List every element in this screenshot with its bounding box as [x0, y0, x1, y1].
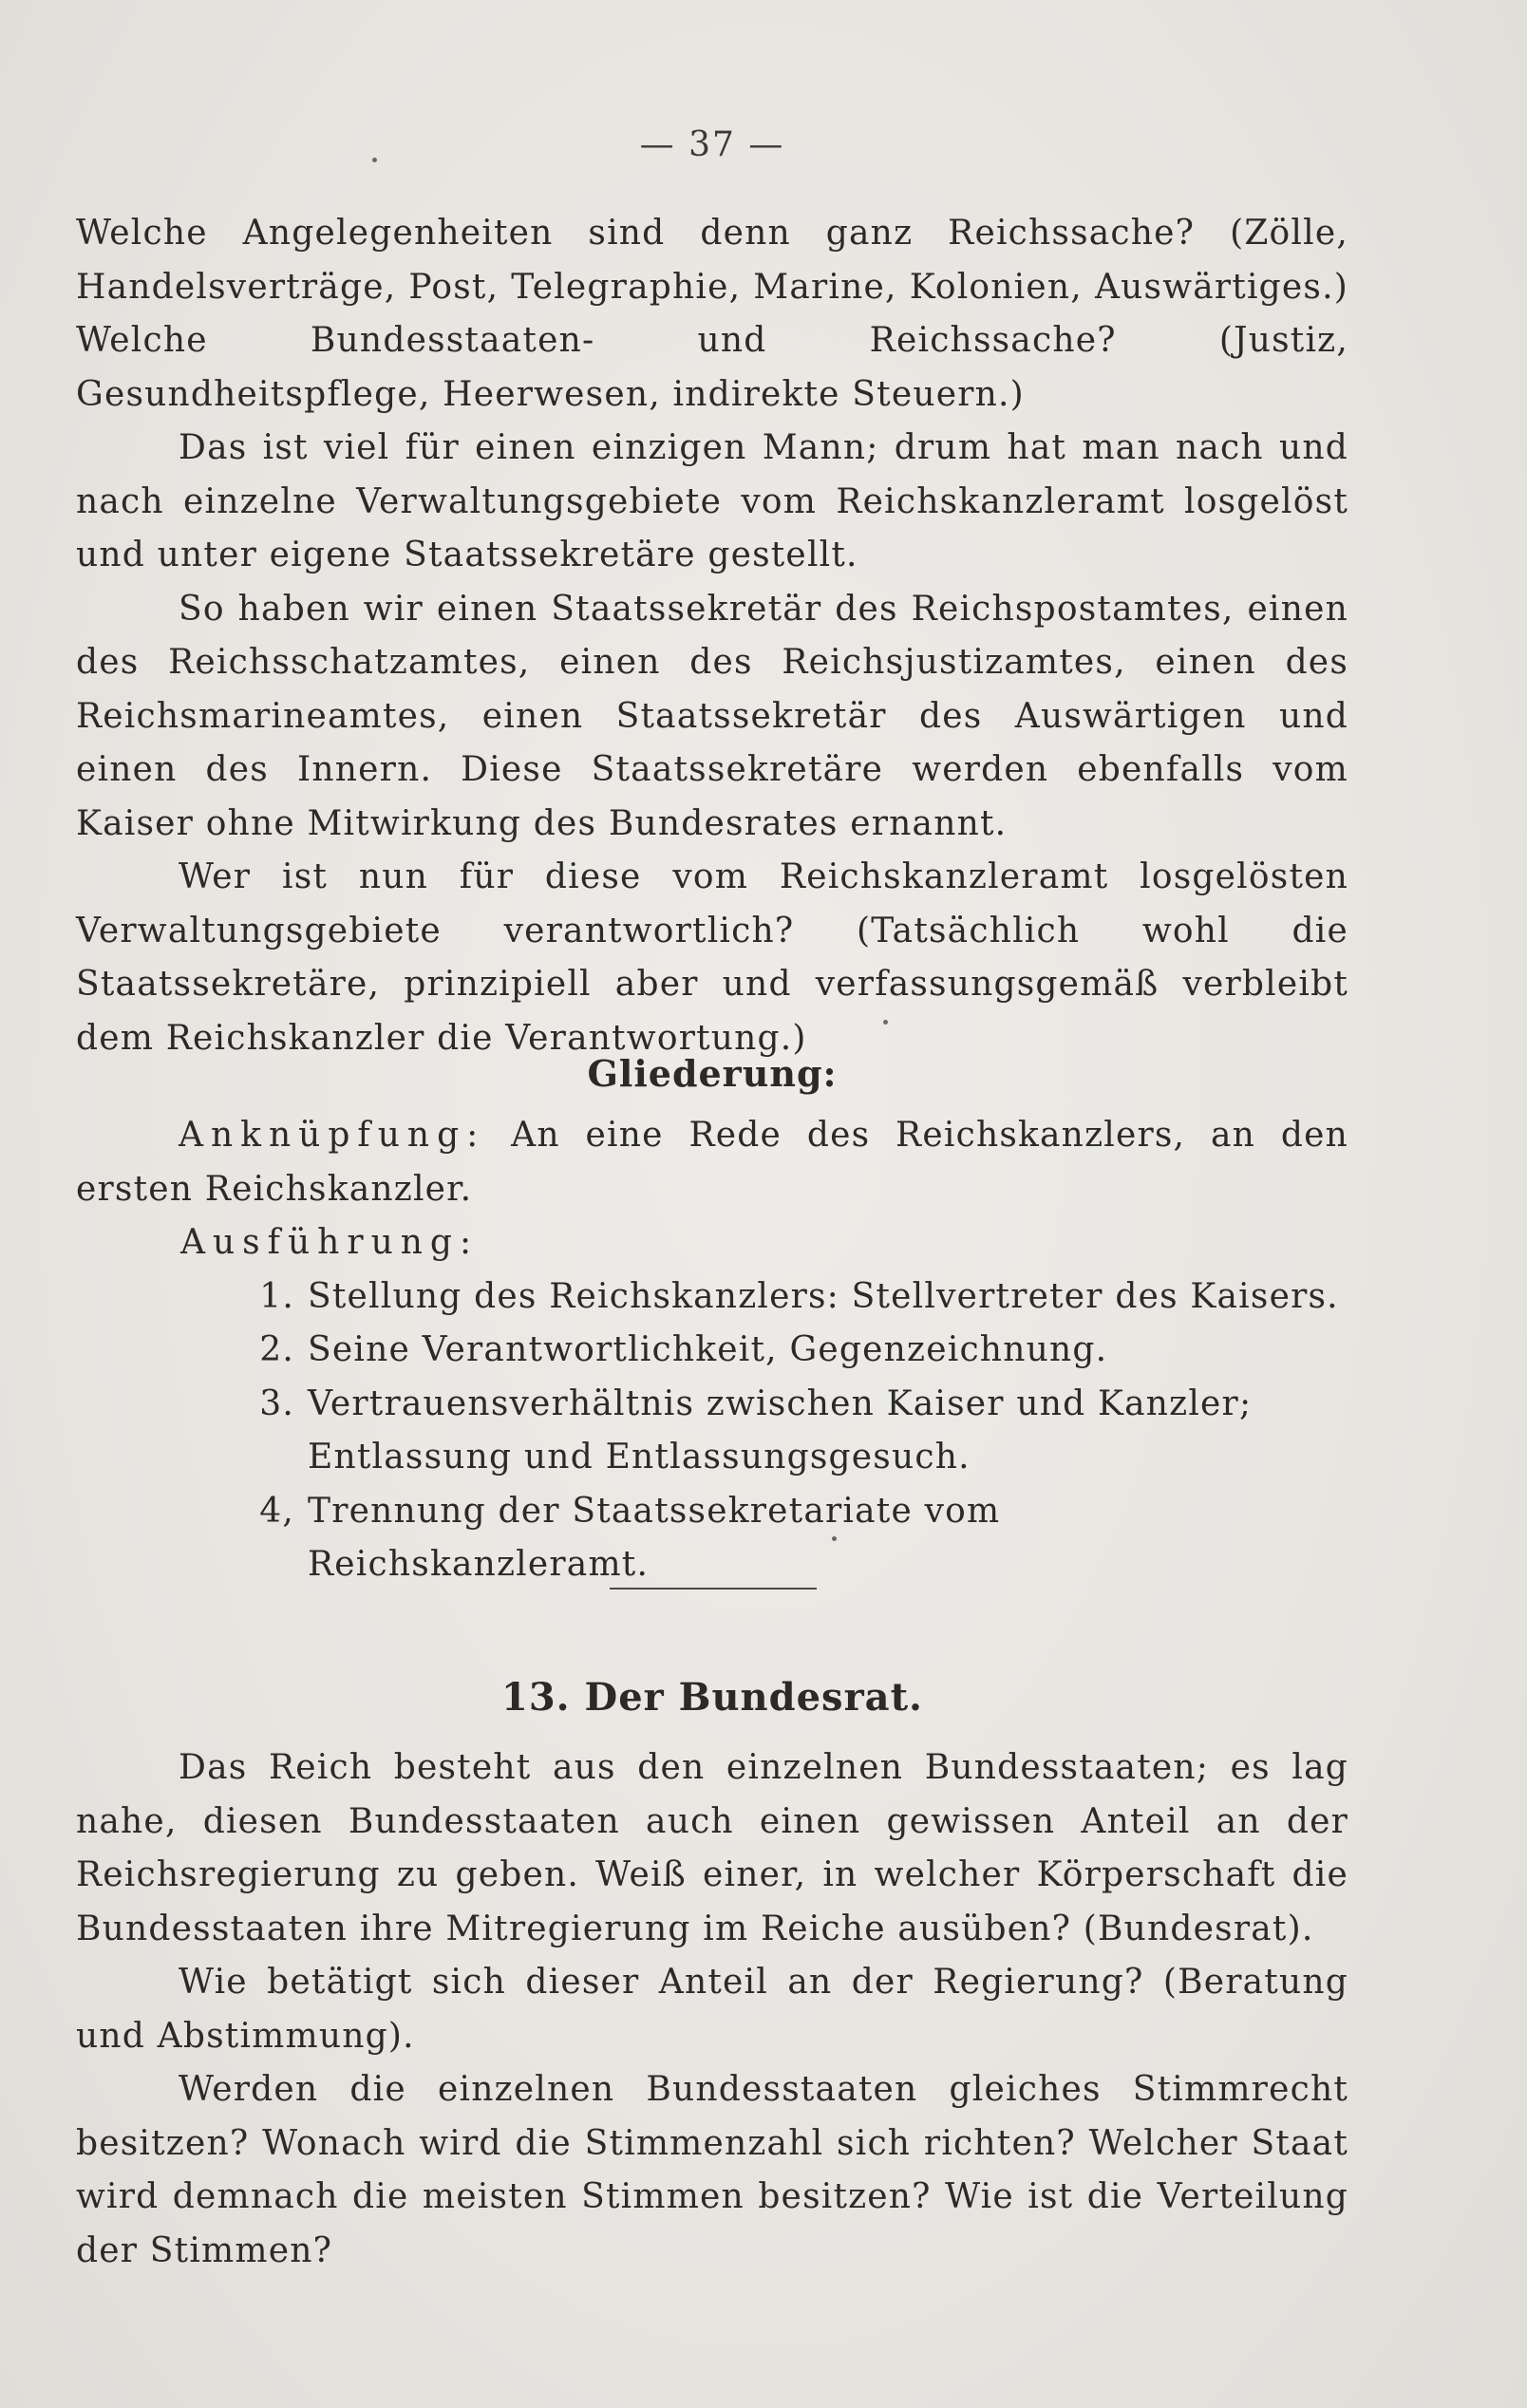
ausfuehrung	[76, 1216, 1348, 1270]
paragraph: Wer ist nun für diese vom Reichskanzleramt losgelösten Verwaltungsgebiete verantwortlich? (Tatsächlich wohl die Staatssekretäre, prinzipiell aber und verfassungsgemäß verbleibt dem Reichskanzler die Verantwortung.)	[76, 857, 1348, 1058]
gliederung-title: Gliederung:	[587, 1052, 838, 1095]
list-item-text: Seine Verantwortlichkeit, Gegenzeichnung.	[308, 1330, 1108, 1369]
section-text-top	[76, 207, 1348, 1065]
print-speck	[883, 1020, 888, 1025]
list-item-number: 2.	[259, 1330, 294, 1369]
list-item	[76, 1270, 1348, 1325]
paragraph: Werden die einzelnen Bundesstaaten gleiches Stimmrecht besitzen? Wonach wird die Stimmenzahl sich richten? Welcher Staat wird demnach die meisten Stimmen besitzen? Wie ist die Verteilung der Stimmen?	[76, 2070, 1348, 2270]
print-speck	[372, 158, 377, 162]
print-speck	[832, 1536, 837, 1541]
list-item-text: Stellung des Reichskanzlers: Stellvertreter des Kaisers.	[308, 1276, 1339, 1316]
anknuepfung	[76, 1109, 1348, 1216]
paragraph: So haben wir einen Staatssekretär des Reichspostamtes, einen des Reichsschatzamtes, einen des Reichsjustizamtes, einen des Reichsmarineamtes, einen Staatssekretär des Auswärtigen und einen des Innern. Diese Staatssekretäre werden ebenfalls vom Kaiser ohne Mitwirkung des Bundesrates ernannt.	[76, 589, 1348, 843]
list-item-number: 1.	[259, 1276, 294, 1316]
anknuepfung-text: An eine Rede des Reichskanzlers, an den ersten Reichskanzler.	[76, 1116, 1348, 1209]
ausfuehrung-label: Ausführung:	[180, 1223, 480, 1262]
list-item-text: Vertrauensverhältnis zwischen Kaiser und Kanzler; Entlassung und Entlassungsgesuch.	[308, 1383, 1253, 1477]
paragraph: Das Reich besteht aus den einzelnen Bundesstaaten; es lag nahe, diesen Bundesstaaten auch einen gewissen Anteil an der Reichsregierung zu geben. Weiß einer, in welcher Körperschaft die Bundesstaaten ihre Mitregierung im Reiche ausüben? (Bundesrat).	[76, 1748, 1348, 1948]
list-item-number: 3.	[259, 1383, 294, 1423]
gliederung-outline	[76, 1109, 1348, 1592]
section-divider	[610, 1588, 817, 1590]
section-heading: 13. Der Bundesrat.	[501, 1675, 923, 1720]
list-item	[76, 1485, 1348, 1592]
list-item	[76, 1324, 1348, 1378]
outline-list	[76, 1270, 1348, 1592]
page-number: — 37 —	[639, 125, 785, 164]
paragraph: Welche Angelegenheiten sind denn ganz Reichssache? (Zölle, Handelsverträge, Post, Telegraphie, Marine, Kolonien, Auswärtiges.) Welche Bundesstaaten- und Reichssache? (Justiz, Gesundheitspflege, Heerwesen, indirekte Steuern.)	[76, 214, 1348, 414]
list-item-number: 4,	[259, 1491, 294, 1531]
anknuepfung-label: Anknüpfung:	[179, 1116, 486, 1155]
paragraph: Das ist viel für einen einzigen Mann; drum hat man nach und nach einzelne Verwaltungsgebiete vom Reichskanzleramt losgelöst und unter eigene Staatssekretäre gestellt.	[76, 428, 1348, 574]
list-item	[76, 1378, 1348, 1485]
paragraph: Wie betätigt sich dieser Anteil an der Regierung? (Beratung und Abstimmung).	[76, 1963, 1348, 2056]
list-item-text: Trennung der Staatssekretariate vom Reichskanzleramt.	[308, 1491, 1001, 1584]
section-text-bundesrat	[76, 1741, 1348, 2278]
